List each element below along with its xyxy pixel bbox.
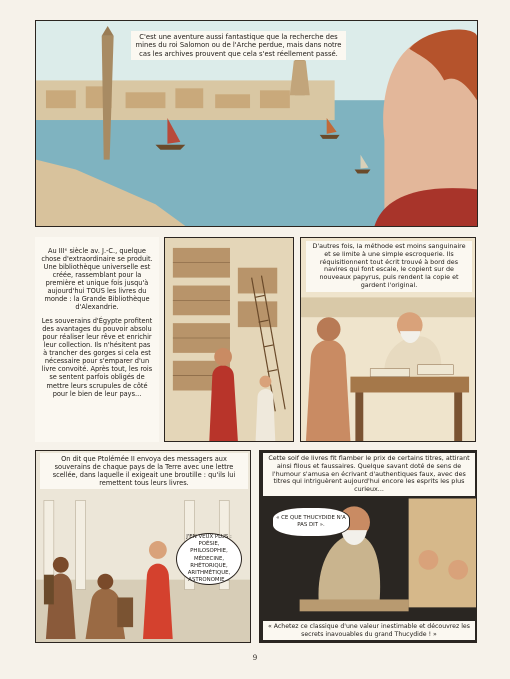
panel6-bottom-caption: « Achetez ce classique d'une valeur inestimable et découvrez les secrets inavouables du grand Thucydide ! »: [263, 621, 475, 640]
panel-library-caption: [35, 237, 159, 442]
panel-library-shelves: [164, 237, 294, 442]
panel-forger: [259, 450, 477, 643]
panel6-speech-balloon: « CE QUE THUCYDIDE N'A PAS DIT ».: [272, 507, 350, 537]
panel-scribes-copying: [300, 237, 476, 442]
panel2-caption-p1: Au IIIᵉ siècle av. J.-C., quelque chose d'extraordinaire se produit. Une bibliothèque universelle est créée, rassemblant pour la première et unique fois jusqu'à aujourd'hui TOUS les livres du monde : la Grande Bibliothèque d'Alexandrie.: [41, 247, 153, 312]
panel6-caption: Cette soif de livres fit flamber le prix de certains titres, attirant ainsi filous et faussaires. Quelque savant doté de sens de l'humour s'amusa en écrivant d'authentiques faux, avec des titres qui intriguèrent aujourd'hui encore les esprits les plus curieux...: [263, 453, 475, 496]
panel2-caption: [37, 245, 157, 406]
panel2-caption-p2: Les souverains d'Égypte profitent des avantages du pouvoir absolu pour réaliser leur rêve et enrichir leur collection. Ils n'hésitent pas à trancher des gorges si cela est nécessaire pour s'emparer d'un livre convoité. Après tout, les rois se sentent parfois obligés de mettre leurs scrupules de côté pour le bien de leur pays...: [41, 317, 153, 398]
panel-messengers: [35, 450, 251, 643]
panel5-speech-balloon: J'EN VEUX PLUS : POÉSIE, PHILOSOPHIE, MÉDECINE, RHÉTORIQUE, ARITHMÉTIQUE, ASTRONOMIE...: [176, 533, 242, 585]
panel-alexandria-harbour: [35, 20, 478, 227]
panel1-caption: C'est une aventure aussi fantastique que la recherche des mines du roi Salomon ou de l'Arche perdue, mais dans notre cas les archives prouvent que cela s'est réellement passé.: [131, 31, 346, 60]
shelves-illustration: [165, 238, 293, 441]
panel4-caption: D'autres fois, la méthode est moins sanguinaire et se limite à une simple escroquerie. Ils réquisitionnent tout écrit trouvé à bord des navires qui font escale, le copient sur de nouveaux papyrus, puis rendent la copie et gardent l'original.: [306, 241, 472, 292]
page-number: 9: [252, 654, 258, 662]
panel5-caption: On dit que Ptolémée II envoya des messagers aux souverains de chaque pays de la Terre avec une lettre scellée, dans laquelle il exigeait une broutille : qu'ils lui remettent tous leurs livres.: [40, 453, 248, 489]
